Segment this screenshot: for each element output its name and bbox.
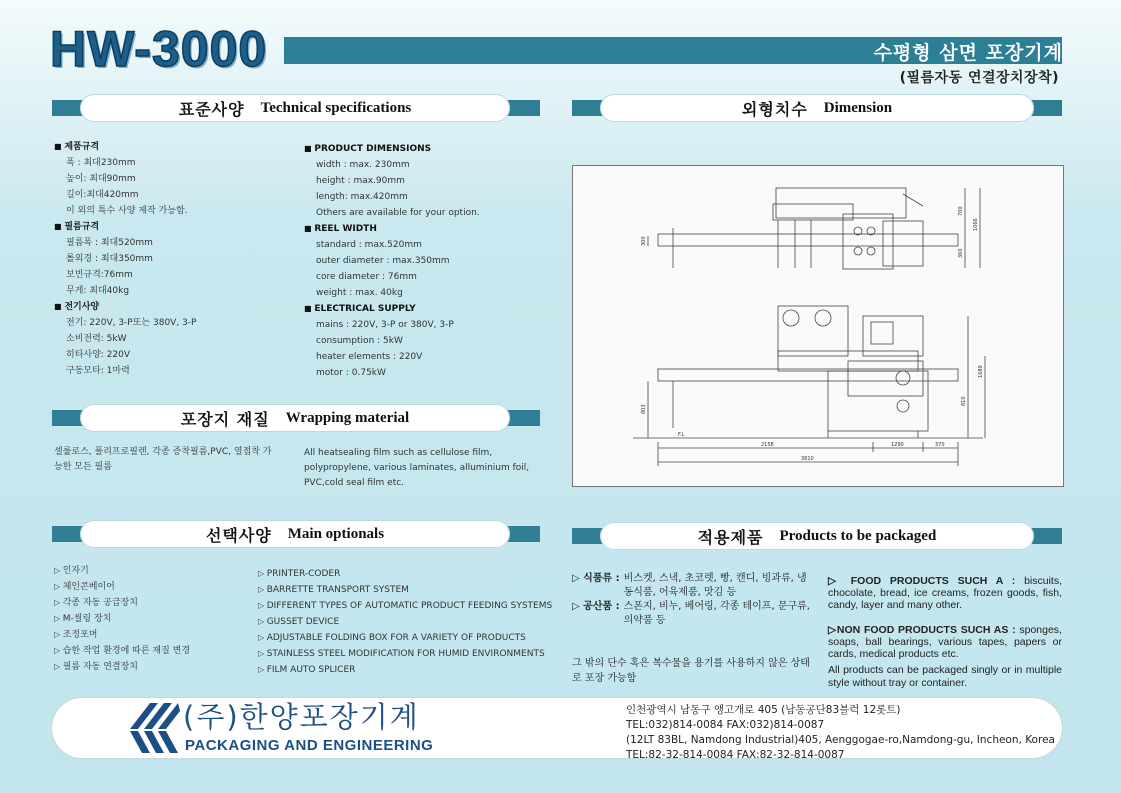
spec-en-heading: ■ ELECTRICAL SUPPLY (304, 301, 480, 317)
company-name-ko: (주)한양포장기계 (183, 700, 420, 734)
dim-label: 1290 (891, 442, 904, 448)
spec-ko-item: 롤외경 : 최대350mm (66, 254, 153, 264)
options-list-ko (54, 563, 190, 675)
dim-label: 810 (961, 396, 967, 406)
drawing-frame (776, 188, 906, 218)
dim-label: 300 (641, 236, 647, 246)
nonfood-label: ▷ 공산품 : (572, 601, 620, 612)
nonfood-en-text: sponges, soaps, ball bearings, various tapes, papers or cards, medical products etc. (828, 624, 1062, 660)
spec-ko-item: 폭 : 최대230mm (66, 158, 136, 168)
section-header-spec (52, 94, 540, 122)
section-header-products (572, 522, 1062, 550)
option-ko-item: ▷ 조정포머 (54, 627, 190, 643)
option-ko-item: ▷ 필름 자동 연결장치 (54, 659, 190, 675)
section-header-options (52, 520, 540, 548)
option-en-item: ▷ PRINTER-CODER (258, 566, 552, 582)
food-en-label: ▷ FOOD PRODUCTS SUCH A : (828, 575, 1016, 587)
option-en-item: ▷ STAINLESS STEEL MODIFICATION FOR HUMID ENVIRONMENTS (258, 646, 552, 662)
products-extra-ko: 그 밖의 단수 혹은 복수물을 용기를 사용하지 않은 상태로 포장 가능함 (572, 658, 810, 684)
dim-label: 700 (958, 206, 964, 216)
dim-label: 803 (641, 404, 647, 414)
spec-en-item: core diameter : 76mm (316, 272, 417, 282)
spec-en-item: standard : max.520mm (316, 240, 422, 250)
section-title-en: Products to be packaged (779, 527, 937, 544)
drawing-frame (778, 306, 848, 356)
drawing-frame (828, 371, 928, 431)
drawing-frame (883, 221, 923, 266)
machine-subtitle: 수평형 삼면 포장기계 (873, 42, 1063, 64)
spec-ko-item: 높이: 최대90mm (66, 174, 136, 184)
section-title-ko: 외형치수 (741, 99, 808, 119)
section-title-en: Main optionals (287, 525, 385, 542)
spec-ko-item: 길이:최대420mm (66, 190, 139, 200)
dim-label: 1066 (973, 218, 979, 231)
option-ko-item: ▷ 인자기 (54, 563, 190, 579)
spec-ko-heading: ■ 제품규격 (54, 139, 196, 155)
products-food-en (828, 575, 1062, 611)
options-list-en (258, 566, 552, 678)
drawing-frame (658, 234, 958, 246)
option-ko-item: ▷ 각종 자동 공급장치 (54, 595, 190, 611)
section-header-dimension (572, 94, 1062, 122)
section-title-en: Wrapping material (285, 409, 410, 426)
spec-en-item: motor : 0.75kW (316, 368, 386, 378)
spec-en-heading: ■ PRODUCT DIMENSIONS (304, 141, 480, 157)
spec-ko-item: 히타사양: 220V (66, 350, 131, 360)
spec-ko-item: 무게: 최대40kg (66, 286, 130, 296)
products-extra-en: All products can be packaged singly or in multiple style without tray or container. (828, 664, 1062, 689)
spec-en-heading: ■ REEL WIDTH (304, 221, 480, 237)
company-logo-icon (128, 701, 180, 755)
spec-list-ko (54, 139, 196, 379)
drawing-frame (843, 214, 893, 269)
spec-ko-item: 보빈규격:76mm (66, 270, 133, 280)
nonfood-en-label: ▷NON FOOD PRODUCTS SUCH AS : (828, 624, 1016, 636)
dim-label: 370 (935, 442, 945, 448)
option-ko-item: ▷ 체인콘베이어 (54, 579, 190, 595)
option-ko-item: ▷ M-씰링 장치 (54, 611, 190, 627)
machine-subnote: (필름자동 연결장치장착) (899, 70, 1059, 86)
option-en-item: ▷ BARRETTE TRANSPORT SYSTEM (258, 582, 552, 598)
spec-ko-item: 필름폭 : 최대520mm (66, 238, 153, 248)
dimension-drawing (572, 165, 1064, 487)
drawing-frame (871, 322, 893, 344)
spec-en-item: weight : max. 40kg (316, 288, 403, 298)
option-ko-item: ▷ 습한 작업 환경에 따른 재질 변경 (54, 643, 190, 659)
floor-label: F.L (678, 432, 685, 438)
spec-en-item: heater elements : 220V (316, 352, 423, 362)
spec-ko-heading: ■ 필름규격 (54, 219, 196, 235)
food-label: ▷ 식품류 : (572, 573, 620, 584)
spec-en-item: outer diameter : max.350mm (316, 256, 450, 266)
nonfood-text: 스폰지, 비누, 베어링, 각종 테이프, 문구류, 의약품 등 (623, 601, 810, 626)
option-en-item: ▷ GUSSET DEVICE (258, 614, 552, 630)
option-en-item: ▷ DIFFERENT TYPES OF AUTOMATIC PRODUCT FEEDING SYSTEMS (258, 598, 552, 614)
spec-ko-item: 전기: 220V, 3-P또는 380V, 3-P (66, 318, 197, 328)
spec-ko-item: 구동모타: 1마력 (66, 366, 130, 376)
company-address (626, 703, 1055, 763)
company-name-en: PACKAGING AND ENGINEERING (185, 737, 434, 754)
food-text: 비스켓, 스낵, 초코렛, 빵, 캔디, 빙과류, 냉동식품, 어육제품, 맛김 등 (623, 573, 807, 598)
section-header-wrap (52, 404, 540, 432)
wrap-text-ko: 셀룰로스, 폴리프로필렌, 각종 증착필름,PVC, 열접착 가능한 모든 필름 (54, 447, 272, 472)
spec-ko-heading: ■ 전기사양 (54, 299, 196, 315)
spec-en-item: height : max.90mm (316, 176, 405, 186)
address-line: 인천광역시 남동구 앵고개로 405 (남동공단83블럭 12롯트) (626, 704, 901, 716)
phone-line: TEL:032)814-0084 FAX:032)814-0087 (626, 719, 825, 731)
spec-list-en (304, 141, 480, 381)
spec-en-item: Others are available for your option. (316, 208, 480, 218)
spec-ko-item: 이 외의 특수 사양 제작 가능함. (66, 206, 188, 216)
products-food-ko (572, 572, 812, 628)
option-en-item: ▷ FILM AUTO SPLICER (258, 662, 552, 678)
model-title: HW-3000 (50, 21, 268, 77)
section-title-ko: 선택사양 (205, 525, 272, 545)
spec-en-item: length: max.420mm (316, 192, 408, 202)
drawing-frame (848, 361, 923, 396)
spec-en-item: consumption : 5kW (316, 336, 403, 346)
dim-label: 360 (958, 248, 964, 258)
address-line-en: (12LT 83BL, Namdong Industrial)405, Aenggogae-ro,Namdong-gu, Incheon, Korea (626, 734, 1055, 746)
dim-label: 3810 (801, 456, 814, 462)
phone-line-intl: TEL:82-32-814-0084 FAX:82-32-814-0087 (626, 749, 845, 761)
dim-label: 2158 (761, 442, 774, 448)
dim-label: 1689 (978, 365, 984, 378)
option-en-item: ▷ ADJUSTABLE FOLDING BOX FOR A VARIETY OF PRODUCTS (258, 630, 552, 646)
section-title-ko: 적용제품 (697, 527, 764, 547)
section-title-ko: 표준사양 (178, 99, 245, 119)
wrap-text-en: All heatsealing film such as cellulose film, polypropylene, various laminates, alluminium foil, PVC,cold seal film etc. (304, 448, 530, 488)
spec-en-item: mains : 220V, 3-P or 380V, 3-P (316, 320, 454, 330)
section-title-en: Dimension (823, 99, 893, 116)
food-en-text: biscuits, chocolate, bread, ice creams, frozen goods, fish, candy, layer and many other. (828, 575, 1062, 611)
products-nonfood-en (828, 624, 1062, 660)
section-title-en: Technical specifications (260, 99, 412, 116)
machine-drawing (573, 166, 1063, 486)
section-title-ko: 포장지 재질 (180, 409, 270, 429)
spec-en-item: width : max. 230mm (316, 160, 410, 170)
spec-ko-item: 소비전력: 5kW (66, 334, 127, 344)
